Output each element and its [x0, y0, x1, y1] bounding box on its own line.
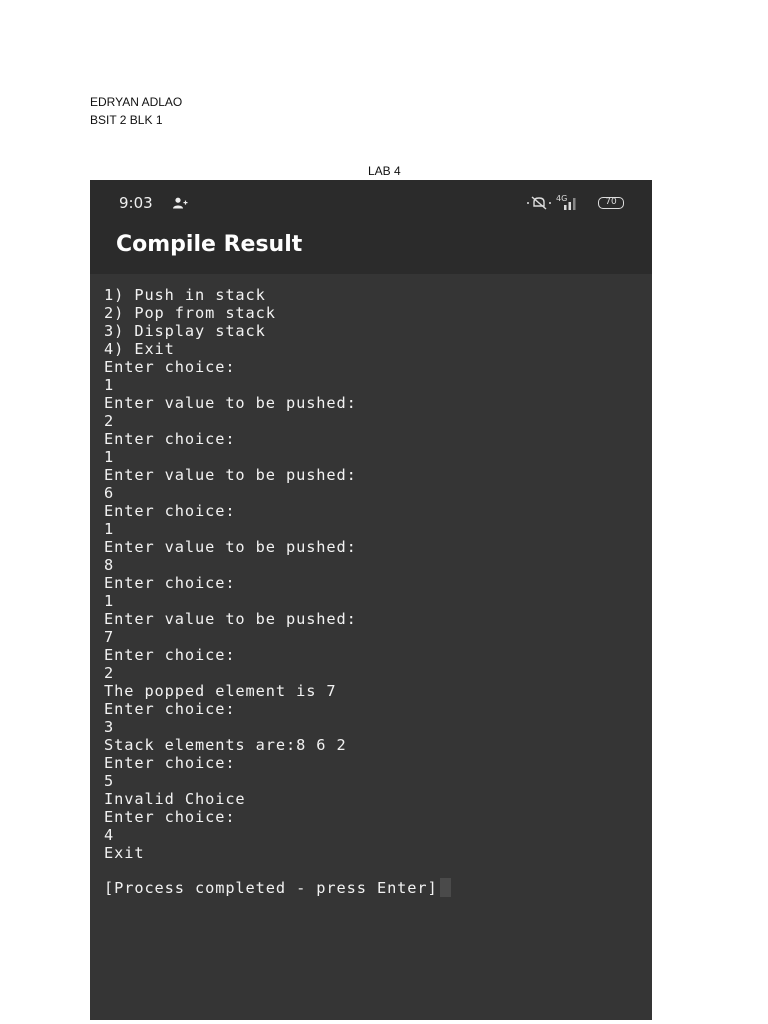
- process-completed-text: [Process completed - press Enter]: [104, 879, 438, 897]
- console-line: 1) Push in stack: [104, 286, 266, 304]
- console-line: Invalid Choice: [104, 790, 246, 808]
- console-line: Enter choice:: [104, 700, 236, 718]
- console-line: 5: [104, 772, 115, 790]
- console-line: The popped element is 7: [104, 682, 337, 700]
- console-line: 2: [104, 664, 115, 682]
- status-time: 9:03: [119, 194, 153, 212]
- console-line: Enter value to be pushed:: [104, 538, 357, 556]
- console-line: 8: [104, 556, 115, 574]
- console-line: Enter choice:: [104, 574, 236, 592]
- console-line: Enter choice:: [104, 358, 236, 376]
- console-line: 1: [104, 448, 115, 466]
- signal-icon: [562, 196, 578, 210]
- console-output[interactable]: [104, 286, 357, 862]
- console-line: 4: [104, 826, 115, 844]
- console-line: 2) Pop from stack: [104, 304, 276, 322]
- console-line: Enter choice:: [104, 646, 236, 664]
- console-line: Exit: [104, 844, 145, 862]
- app-title: Compile Result: [116, 232, 303, 257]
- console-line: 1: [104, 520, 115, 538]
- battery-level: 70: [605, 197, 617, 207]
- mute-icon: [526, 196, 552, 210]
- console-line: 7: [104, 628, 115, 646]
- console-line: 1: [104, 592, 115, 610]
- console-line: Enter choice:: [104, 808, 236, 826]
- console-line: 4) Exit: [104, 340, 175, 358]
- network-type-label: 4G: [556, 194, 568, 203]
- console-line: 3) Display stack: [104, 322, 266, 340]
- process-completed-line[interactable]: [104, 878, 451, 898]
- document-lab-title: LAB 4: [368, 164, 401, 178]
- console-line: Enter value to be pushed:: [104, 466, 357, 484]
- console-line: 2: [104, 412, 115, 430]
- person-add-icon: [172, 197, 188, 209]
- console-line: Enter choice:: [104, 430, 236, 448]
- console-line: Stack elements are:8 6 2: [104, 736, 347, 754]
- console-line: Enter choice:: [104, 502, 236, 520]
- console-line: 6: [104, 484, 115, 502]
- phone-screenshot: [90, 180, 652, 1020]
- console-line: 3: [104, 718, 115, 736]
- console-line: Enter value to be pushed:: [104, 610, 357, 628]
- document-section: BSIT 2 BLK 1: [90, 113, 163, 127]
- battery-icon: [598, 197, 624, 209]
- document-author: EDRYAN ADLAO: [90, 95, 183, 109]
- console-line: Enter value to be pushed:: [104, 394, 357, 412]
- text-cursor: [440, 878, 451, 897]
- console-line: Enter choice:: [104, 754, 236, 772]
- console-line: 1: [104, 376, 115, 394]
- app-bar: [90, 180, 652, 274]
